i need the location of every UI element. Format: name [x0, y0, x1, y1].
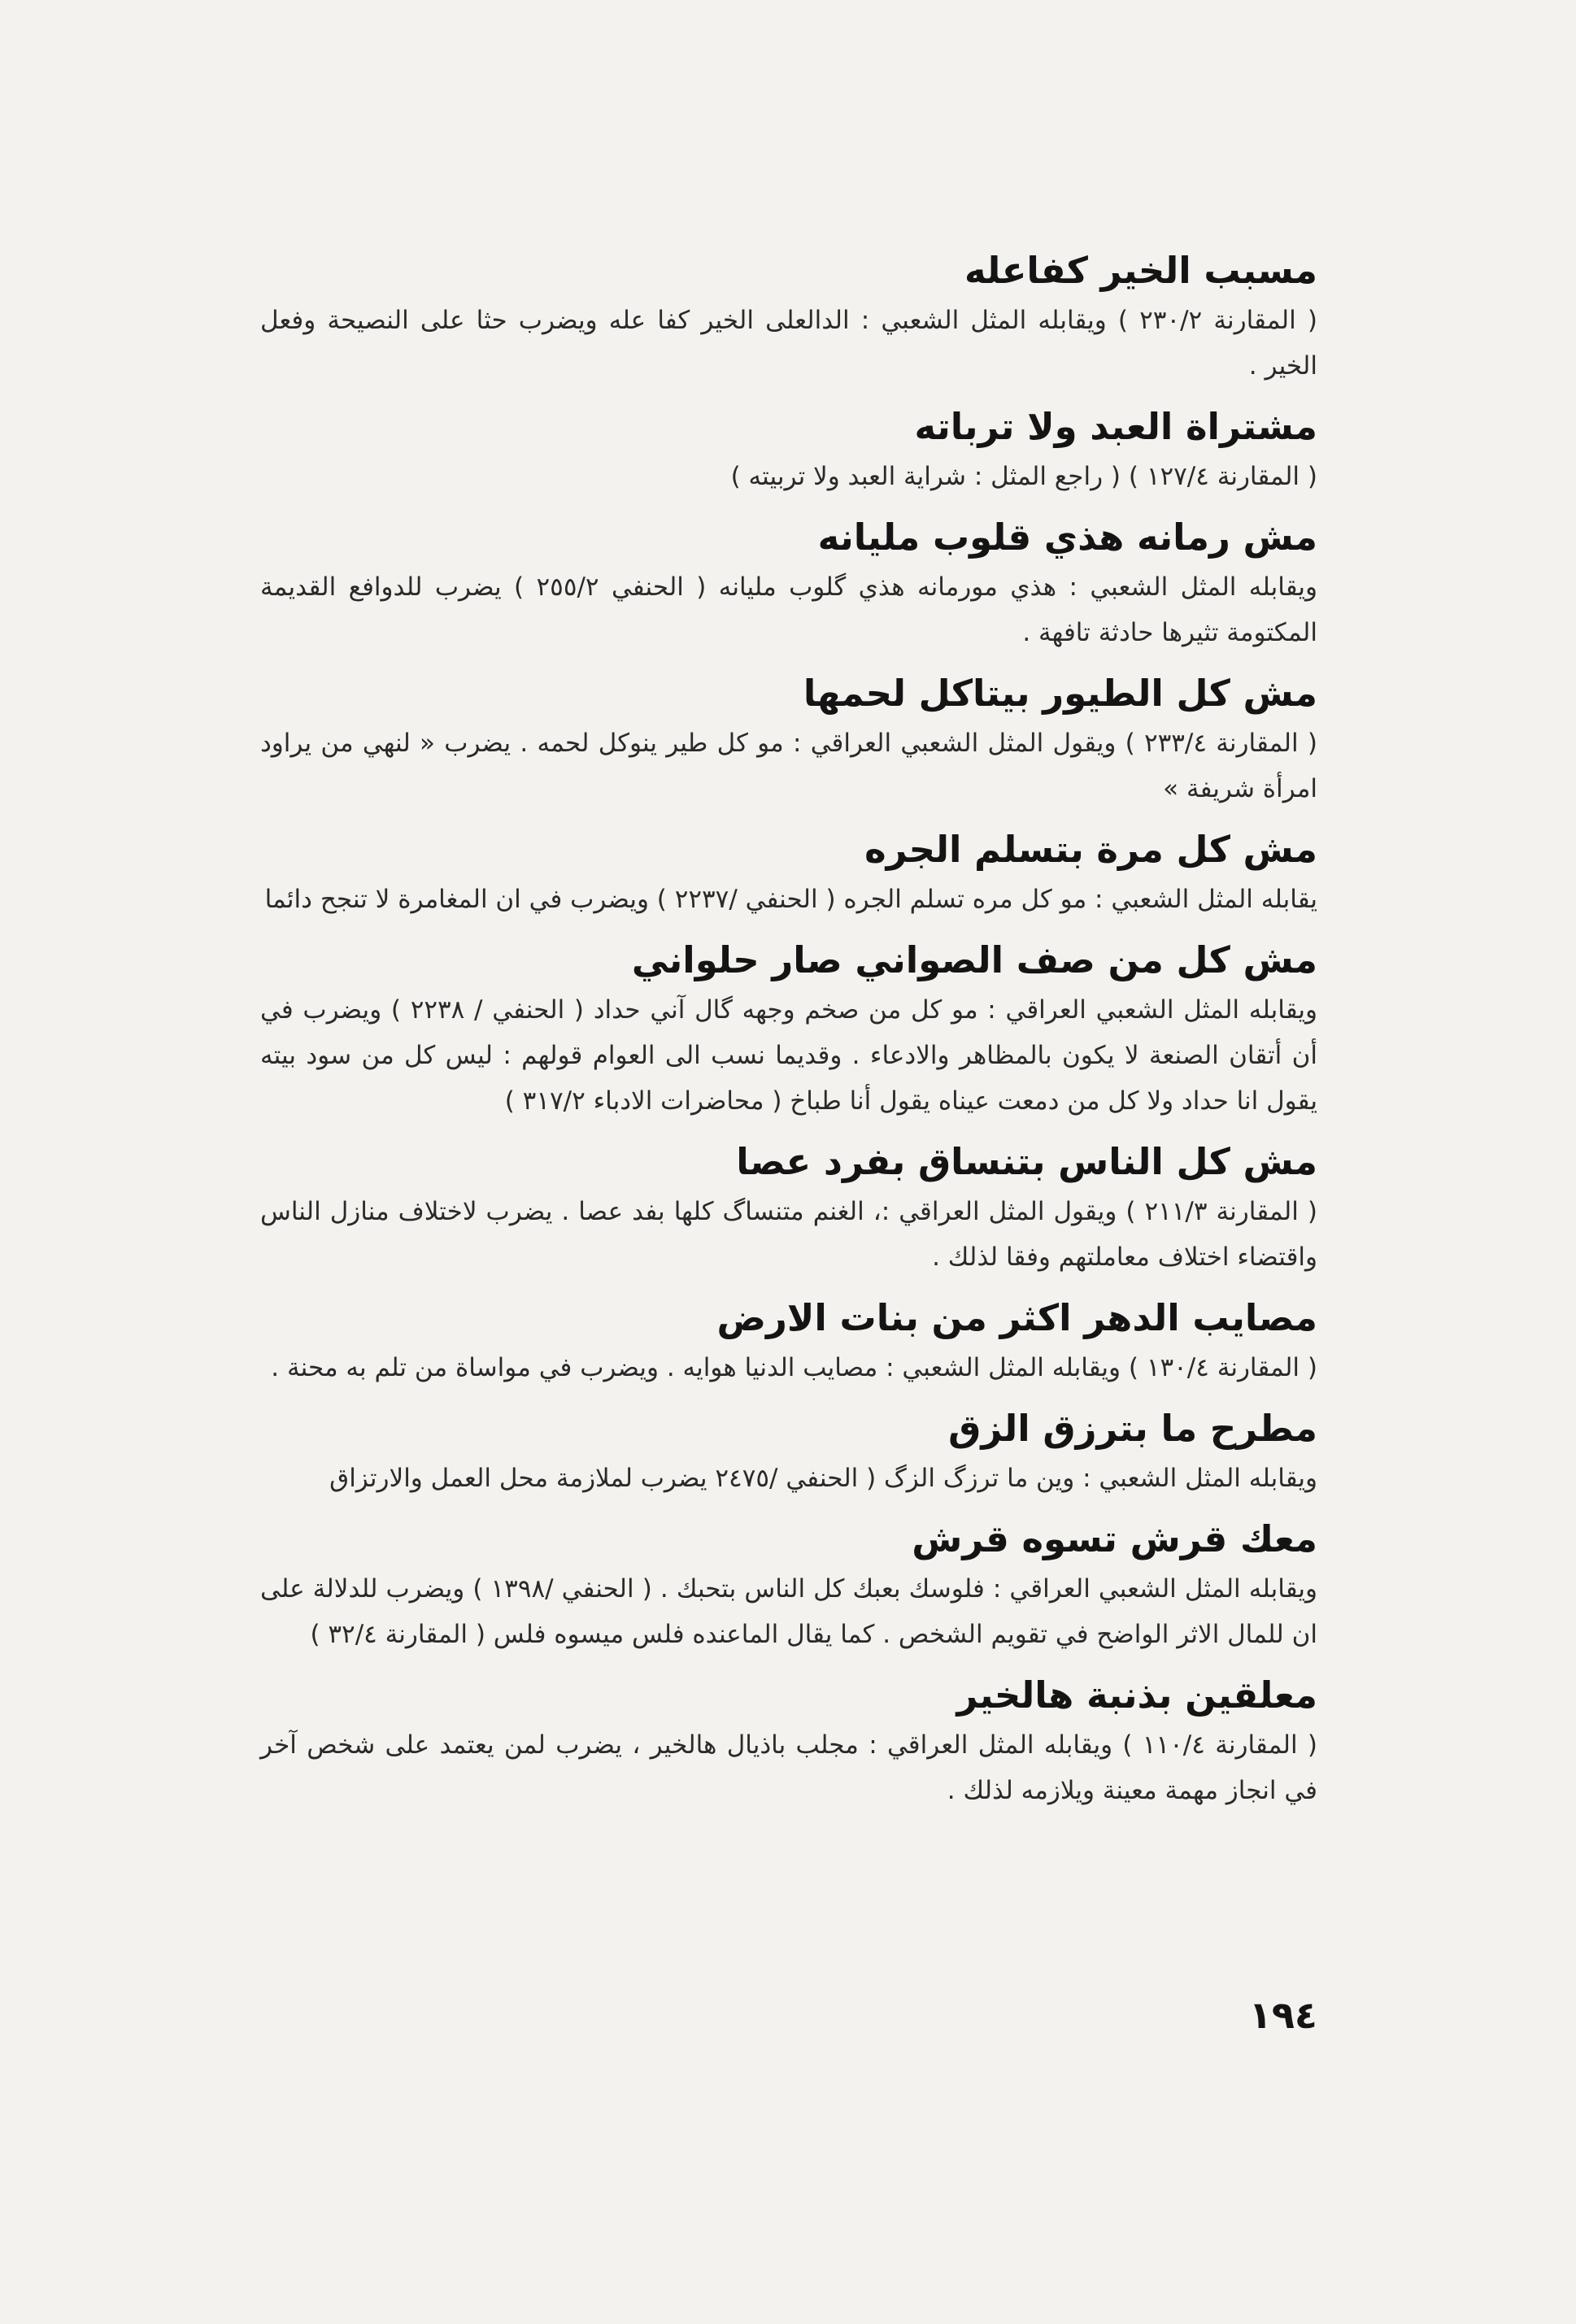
proverb-explanation: ويقابله المثل الشعبي : هذي مورمانه هذي گلوب مليانه ( الحنفي ٢٥٥/٢ ) يضرب للدوافع القديمة المكتومة تثيرها حادثة تافهة . — [260, 572, 1318, 647]
proverb-title: مسبب الخير كفاعله — [964, 249, 1317, 292]
proverb-entry — [260, 823, 1317, 922]
page-number: ١٩٤ — [1248, 1993, 1317, 2037]
proverb-title: مش رمانه هذي قلوب مليانه — [817, 516, 1317, 559]
proverb-title: مطرح ما بترزق الزق — [948, 1407, 1317, 1450]
proverb-title: مشتراة العبد ولا ترباته — [914, 405, 1317, 448]
proverb-explanation: ( المقارنة ٢١١/٣ ) ويقول المثل العراقي :، الغنم متنساگ كلها بفد عصا . يضرب لاختلاف منازل الناس واقتضاء اختلاف معاملتهم وفقا لذلك . — [260, 1197, 1317, 1272]
proverb-title: مصايب الدهر اكثر من بنات الارض — [716, 1296, 1317, 1339]
proverb-explanation: ( المقارنة ١١٠/٤ ) ويقابله المثل العراقي : مجلب باذيال هالخير ، يضرب لمن يعتمد على شخص آخر في انجاز مهمة معينة ويلازمه لذلك . — [260, 1730, 1317, 1805]
document-page — [260, 244, 1317, 1825]
proverb-explanation: ( المقارنة ١٢٧/٤ ) ( راجع المثل : شراية العبد ولا تربيته ) — [730, 462, 1317, 491]
proverb-entry — [260, 1135, 1317, 1280]
proverb-title: مش كل الطيور بيتاكل لحمها — [803, 672, 1317, 715]
proverb-entry — [260, 934, 1317, 1124]
proverb-explanation: ويقابله المثل الشعبي : وين ما ترزگ الزگ ( الحنفي /٢٤٧٥ يضرب لملازمة محل العمل والارتزاق — [329, 1464, 1317, 1493]
proverb-entry — [260, 1669, 1317, 1813]
proverb-explanation: يقابله المثل الشعبي : مو كل مره تسلم الجره ( الحنفي /٢٢٣٧ ) ويضرب في ان المغامرة لا تنجح دائما — [264, 885, 1317, 914]
proverb-explanation: ( المقارنة ٢٣٠/٢ ) ويقابله المثل الشعبي : الدالعلى الخير كفا عله ويضرب حثا على النصيحة وفعل الخير . — [260, 306, 1317, 381]
proverb-entry — [260, 1291, 1317, 1390]
proverb-title: مش كل الناس بتنساق بفرد عصا — [736, 1140, 1317, 1183]
proverb-entry — [260, 1402, 1317, 1501]
proverb-explanation: ( المقارنة ١٣٠/٤ ) ويقابله المثل الشعبي : مصايب الدنيا هوايه . ويضرب في مواساة من تلم به محنة . — [271, 1353, 1317, 1382]
proverb-title: مش كل من صف الصواني صار حلواني — [631, 938, 1317, 981]
proverb-entry — [260, 244, 1317, 389]
proverb-explanation: ويقابله المثل الشعبي العراقي : فلوسك بعبك كل الناس بتحبك . ( الحنفي /١٣٩٨ ) ويضرب للدلالة على ان للمال الاثر الواضح في تقويم الشخص . كما يقال الماعنده فلس ميسوه فلس ( المقارنة ٣٢/٤ ) — [260, 1574, 1317, 1649]
proverb-entry — [260, 511, 1317, 655]
proverb-title: معك قرش تسوه قرش — [912, 1517, 1317, 1560]
proverb-explanation: ويقابله المثل الشعبي العراقي : مو كل من صخم وجهه گال آني حداد ( الحنفي / ٢٢٣٨ ) ويضرب في أن أتقان الصنعة لا يكون بالمظاهر والادعاء . وقديما نسب الى العوام قولهم : ليس كل من سود بيته يقول انا حداد ولا كل من دمعت عيناه يقول أنا طباخ ( محاضرات الادباء ٣١٧/٢ ) — [260, 995, 1317, 1116]
proverb-explanation: ( المقارنة ٢٣٣/٤ ) ويقول المثل الشعبي العراقي : مو كل طير ينوكل لحمه . يضرب « لنهي من يراود امرأة شريفة » — [260, 729, 1317, 803]
proverb-entry — [260, 1512, 1317, 1657]
proverb-title: معلقين بذنبة هالخير — [956, 1673, 1317, 1717]
proverb-entry — [260, 400, 1317, 499]
proverb-entry — [260, 667, 1317, 812]
proverb-title: مش كل مرة بتسلم الجره — [864, 828, 1317, 871]
